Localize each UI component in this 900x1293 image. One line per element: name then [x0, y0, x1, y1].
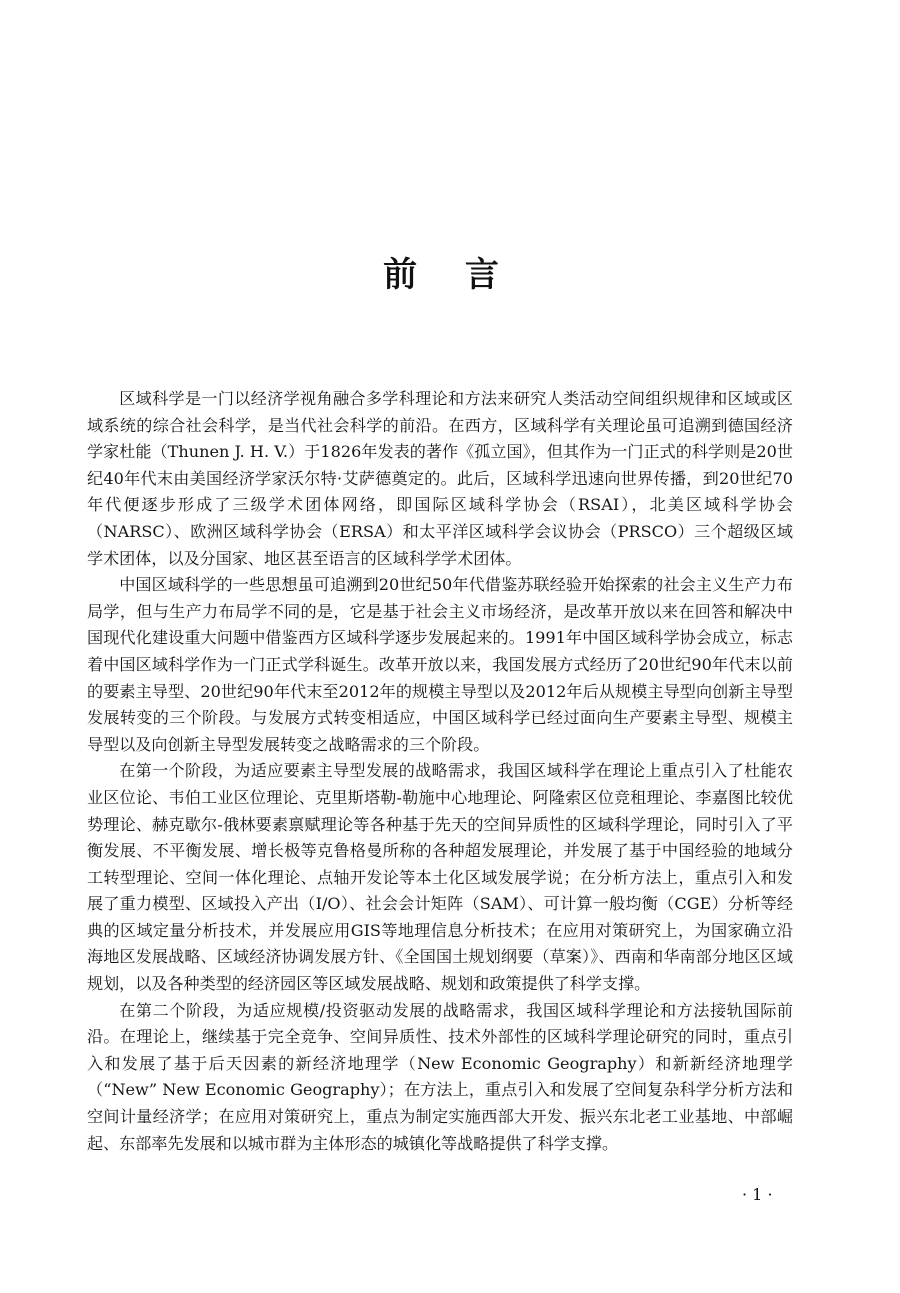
- page-number: · 1 ·: [742, 1185, 773, 1204]
- preface-body: [87, 386, 793, 1157]
- paragraph: 中国区域科学的一些思想虽可追溯到20世纪50年代借鉴苏联经验开始探索的社会主义生产力布局学，但与生产力布局学不同的是，它是基于社会主义市场经济，是改革开放以来在回答和解决中国现代化建设重大问题中借鉴西方区域科学逐步发展起来的。1991年中国区域科学协会成立，标志着中国区域科学作为一门正式学科诞生。改革开放以来，我国发展方式经历了20世纪90年代末以前的要素主导型、20世纪90年代末至2012年的规模主导型以及2012年后从规模主导型向创新主导型发展转变的三个阶段。与发展方式转变相适应，中国区域科学已经过面向生产要素主导型、规模主导型以及向创新主导型发展转变之战略需求的三个阶段。: [87, 575, 793, 754]
- page-title: 前 言: [383, 255, 517, 295]
- paragraph: 在第二个阶段，为适应规模/投资驱动发展的战略需求，我国区域科学理论和方法接轨国际前沿。在理论上，继续基于完全竞争、空间异质性、技术外部性的区域科学理论研究的同时，重点引入和发展了基于后天因素的新经济地理学（New Economic Geography）和新新经济地理学（“New” New Economic Geography）；在方法上，重点引入和发展了空间复杂科学分析方法和空间计量经济学；在应用对策研究上，重点为制定实施西部大开发、振兴东北老工业基地、中部崛起、东部率先发展和以城市群为主体形态的城镇化等战略提供了科学支撑。: [87, 1000, 793, 1153]
- paragraph: 在第一个阶段，为适应要素主导型发展的战略需求，我国区域科学在理论上重点引入了杜能农业区位论、韦伯工业区位理论、克里斯塔勒-勒施中心地理论、阿隆索区位竞租理论、李嘉图比较优势理论、赫克歇尔-俄林要素禀赋理论等各种基于先天的空间异质性的区域科学理论，同时引入了平衡发展、不平衡发展、增长极等克鲁格曼所称的各种超发展理论，并发展了基于中国经验的地域分工转型理论、空间一体化理论、点轴开发论等本土化区域发展学说；在分析方法上，重点引入和发展了重力模型、区域投入产出（I/O）、社会会计矩阵（SAM）、可计算一般均衡（CGE）分析等经典的区域定量分析技术，并发展应用GIS等地理信息分析技术；在应用对策研究上，为国家确立沿海地区发展战略、区域经济协调发展方针、《全国国土规划纲要（草案）》、西南和华南部分地区区域规划，以及各种类型的经济园区等区域发展战略、规划和政策提供了科学支撑。: [87, 761, 793, 994]
- paragraph: 区域科学是一门以经济学视角融合多学科理论和方法来研究人类活动空间组织规律和区域或区域系统的综合社会科学，是当代社会科学的前沿。在西方，区域科学有关理论虽可追溯到德国经济学家杜能（Thunen J. H. V.）于1826年发表的著作《孤立国》，但其作为一门正式的科学则是20世纪40年代末由美国经济学家沃尔特·艾萨德奠定的。此后，区域科学迅速向世界传播，到20世纪70年代便逐步形成了三级学术团体网络，即国际区域科学协会（RSAI），北美区域科学协会（NARSC）、欧洲区域科学协会（ERSA）和太平洋区域科学会议协会（PRSCO）三个超级区域学术团体，以及分国家、地区甚至语言的区域科学学术团体。: [87, 389, 793, 568]
